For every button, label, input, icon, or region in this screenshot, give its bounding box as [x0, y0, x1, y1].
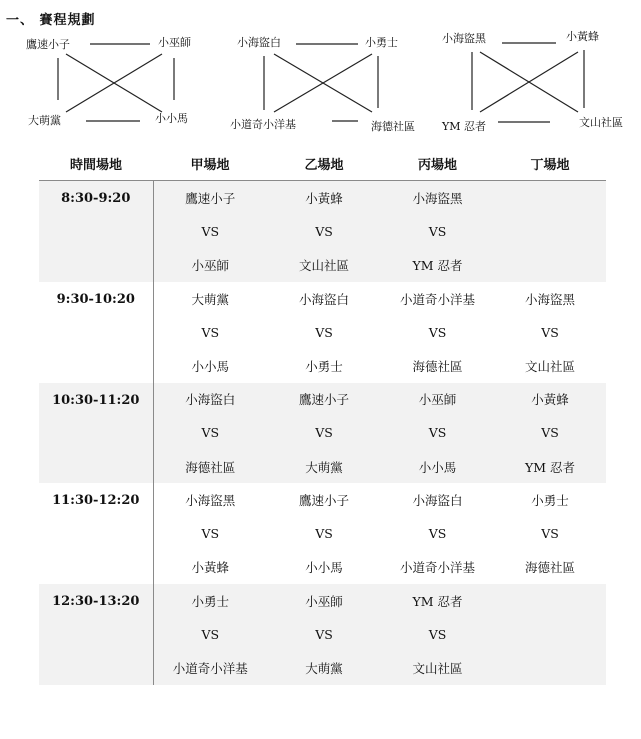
table-header-row [39, 146, 606, 181]
table-row [39, 383, 606, 417]
court-b-away-team: 大萌黨 [267, 450, 381, 484]
table-row [39, 483, 606, 517]
group-2-team-top-left: 小海盜白 [237, 36, 281, 49]
court-c-vs-label: VS [381, 215, 494, 249]
court-a-vs-label: VS [201, 526, 220, 542]
time-slot: 11:30-12:20 [39, 483, 153, 584]
court-c-away-team: YM 忍者 [381, 248, 494, 282]
court-d-vs-label [494, 618, 606, 652]
time-slot: 8:30-9:20 [39, 181, 153, 282]
court-a-home-team: 大萌黨 [191, 291, 229, 307]
court-a-away-team: 小巫師 [153, 248, 267, 282]
court-d-vs-label: VS [541, 526, 559, 542]
court-a-away-team: 小小馬 [191, 358, 229, 374]
court-b-home-team: 鷹速小子 [267, 383, 381, 417]
court-a-vs-label: VS [153, 618, 267, 652]
group-diagram-3 [438, 28, 638, 136]
court-d-away-team: YM 忍者 [494, 450, 606, 484]
court-c-home-team: 小海盜黑 [381, 181, 494, 215]
group-2-team-top-right: 小勇士 [365, 36, 398, 49]
time-slot: 12:30-13:20 [39, 584, 153, 685]
court-d-away-team [494, 248, 606, 282]
court-b-vs-label: VS [267, 416, 381, 450]
court-c-home-team: 小道奇小洋基 [399, 291, 475, 307]
group-3-team-top-left: 小海盜黑 [442, 32, 486, 45]
time-slot: 10:30-11:20 [39, 383, 153, 484]
court-b-vs-label: VS [267, 618, 381, 652]
court-a-away-team: 小道奇小洋基 [153, 651, 267, 685]
court-c-away-team: 小小馬 [381, 450, 494, 484]
court-a-away-team: 小黃蜂 [191, 560, 229, 576]
section-title: 一、 賽程規劃 [6, 13, 96, 28]
court-a-vs-label: VS [201, 324, 220, 340]
court-d-home-team [494, 181, 606, 215]
group-1-team-top-right: 小巫師 [158, 36, 191, 49]
court-d-away-team: 海德社區 [524, 560, 575, 576]
court-c-home-team: YM 忍者 [381, 584, 494, 618]
group-2-team-bottom-right: 海德社區 [371, 120, 415, 133]
group-diagram-1 [22, 28, 202, 136]
court-d-away-team: 文山社區 [524, 358, 575, 374]
court-c-away-team: 文山社區 [381, 651, 494, 685]
court-c-away-team: 小道奇小洋基 [399, 560, 475, 576]
group-3-team-top-right: 小黃蜂 [566, 30, 599, 43]
group-1-team-bottom-left: 大萌黨 [28, 114, 61, 127]
schedule-table [39, 146, 606, 685]
court-b-away-team: 小小馬 [305, 560, 343, 576]
court-b-home-team: 小黃蜂 [267, 181, 381, 215]
group-diagram-2 [228, 28, 428, 136]
court-c-away-team: 海德社區 [412, 358, 463, 374]
court-a-home-team: 鷹速小子 [153, 181, 267, 215]
court-b-away-team: 小勇士 [305, 358, 343, 374]
court-c-vs-label: VS [381, 618, 494, 652]
header-court-d: 丁場地 [494, 146, 606, 181]
table-row [39, 181, 606, 215]
court-d-home-team: 小黃蜂 [494, 383, 606, 417]
group-1-team-top-left: 鷹速小子 [26, 38, 70, 51]
court-a-home-team: 小海盜白 [153, 383, 267, 417]
court-d-home-team: 小勇士 [531, 493, 569, 509]
court-b-vs-label: VS [315, 526, 333, 542]
court-d-home-team [494, 584, 606, 618]
header-court-a: 甲場地 [153, 146, 267, 181]
court-b-away-team: 大萌黨 [267, 651, 381, 685]
court-c-vs-label: VS [381, 416, 494, 450]
court-b-vs-label: VS [315, 324, 333, 340]
group-2-team-bottom-left: 小道奇小洋基 [230, 118, 296, 131]
court-a-vs-label: VS [153, 215, 267, 249]
court-b-away-team: 文山社區 [267, 248, 381, 282]
court-d-away-team [494, 651, 606, 685]
court-d-home-team: 小海盜黑 [524, 291, 575, 307]
court-b-home-team: 小海盜白 [298, 291, 349, 307]
group-3-team-bottom-left: YM 忍者 [442, 120, 487, 133]
court-a-home-team: 小勇士 [153, 584, 267, 618]
time-slot: 9:30-10:20 [39, 282, 153, 383]
court-b-vs-label: VS [267, 215, 381, 249]
court-a-vs-label: VS [153, 416, 267, 450]
court-c-home-team: 小海盜白 [412, 493, 463, 509]
court-d-vs-label: VS [494, 416, 606, 450]
header-court-c: 丙場地 [381, 146, 494, 181]
court-c-vs-label: VS [428, 324, 447, 340]
header-time: 時間場地 [39, 146, 153, 181]
court-c-vs-label: VS [428, 526, 447, 542]
court-d-vs-label: VS [541, 324, 559, 340]
group-1-team-bottom-right: 小小馬 [155, 112, 188, 125]
court-c-home-team: 小巫師 [381, 383, 494, 417]
court-b-home-team: 小巫師 [267, 584, 381, 618]
group-3-team-bottom-right: 文山社區 [579, 116, 623, 129]
court-a-away-team: 海德社區 [153, 450, 267, 484]
court-d-vs-label [494, 215, 606, 249]
header-court-b: 乙場地 [267, 146, 381, 181]
court-a-home-team: 小海盜黑 [185, 493, 236, 509]
court-b-home-team: 鷹速小子 [298, 493, 349, 509]
table-row [39, 584, 606, 618]
table-row [39, 282, 606, 316]
